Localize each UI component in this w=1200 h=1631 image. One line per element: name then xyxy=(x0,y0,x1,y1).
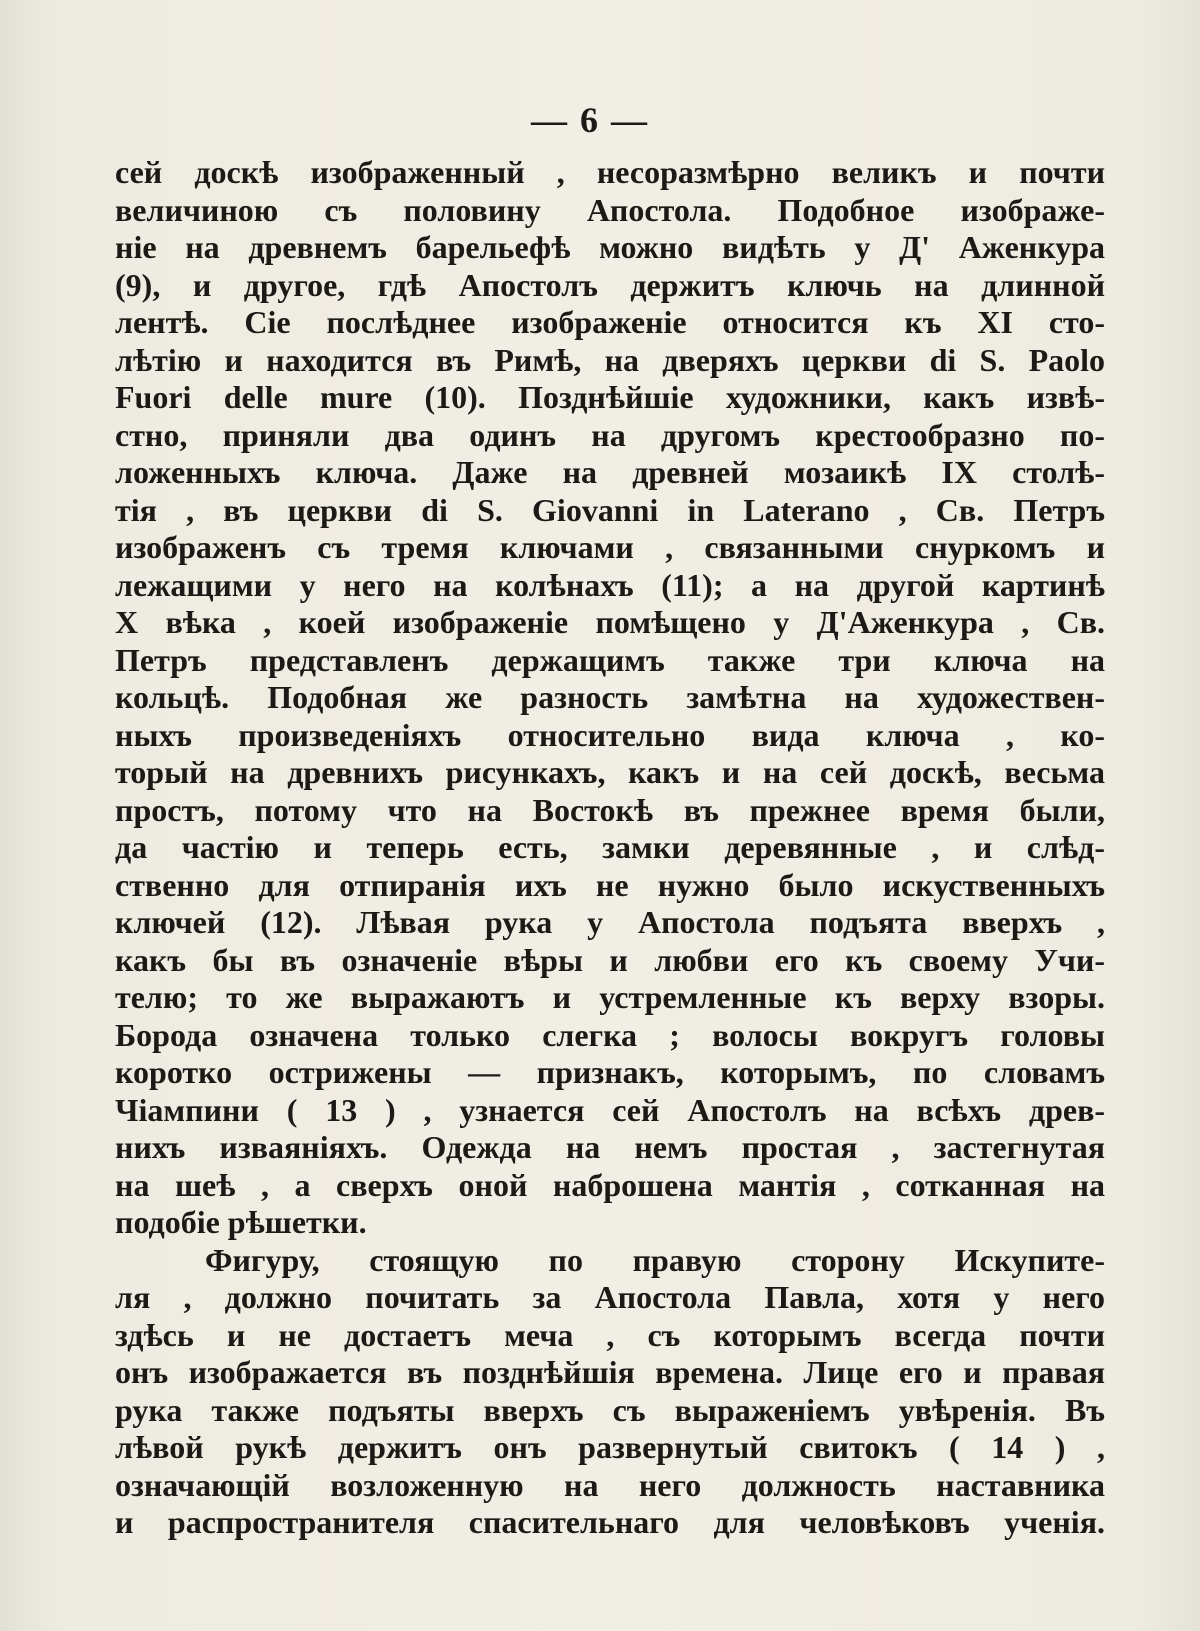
text-line: кольцѣ. Подобная же разность замѣтна на художествен- xyxy=(115,679,1105,715)
text-line: ля , должно почитать за Апостола Павла, хотя у него xyxy=(115,1279,1105,1315)
text-line: ственно для отпиранія ихъ не нужно было искуственныхъ xyxy=(115,866,1105,903)
text-line: телю; то же выражаютъ и устремленные къ верху взоры. xyxy=(115,979,1105,1015)
text-line: онъ изображается въ позднѣйшія времена. Лице его и правая xyxy=(115,1354,1105,1390)
text-line: (9), и другое, гдѣ Апостолъ держитъ ключь на длинной xyxy=(115,266,1105,303)
text-line: Фигуру, стоящую по правую сторону Искупите- xyxy=(205,1241,1105,1278)
text-line: на шеѣ , а сверхъ оной наброшена мантія , сотканная на xyxy=(115,1166,1105,1203)
text-line: стно, приняли два одинъ на другомъ крестообразно по- xyxy=(115,416,1105,453)
text-line: подобіе рѣшетки. xyxy=(115,1204,367,1240)
text-line: X вѣка , коей изображеніе помѣщено у Д'Аженкура , Св. xyxy=(115,604,1105,640)
paragraph-2 xyxy=(115,1242,1105,1542)
text-line: и распространителя спасительнаго для человѣковъ ученія. xyxy=(115,1504,1105,1540)
text-line: означающій возложенную на него должность наставника xyxy=(115,1466,1105,1503)
text-line: лентѣ. Сіе послѣднее изображеніе относится къ XI сто- xyxy=(115,304,1105,340)
text-line: ныхъ произведеніяхъ относительно вида ключа , ко- xyxy=(115,716,1105,753)
text-line: да частію и теперь есть, замки деревянные , и слѣд- xyxy=(115,829,1105,865)
text-line: какъ бы въ означеніе вѣры и любви его къ своему Учи- xyxy=(115,941,1105,978)
text-line: нихъ изваяніяхъ. Одежда на немъ простая , застегнутая xyxy=(115,1129,1105,1165)
paragraph-1 xyxy=(115,154,1105,1242)
text-line: ніе на древнемъ барельефѣ можно видѣть у Д' Аженкура xyxy=(115,229,1105,265)
text-line: ключей (12). Лѣвая рука у Апостола подъята вверхъ , xyxy=(115,904,1105,940)
text-line: Чіампини ( 13 ) , узнается сей Апостолъ на всѣхъ древ- xyxy=(115,1091,1105,1128)
text-line: изображенъ съ тремя ключами , связанными снуркомъ и xyxy=(115,529,1105,565)
text-line: здѣсь и не достаетъ меча , съ которымъ всегда почти xyxy=(115,1316,1105,1353)
text-line: лѣтію и находится въ Римѣ, на дверяхъ церкви di S. Paolo xyxy=(115,341,1105,378)
text-line: простъ, потому что на Востокѣ въ прежнее время были, xyxy=(115,791,1105,828)
text-line: величиною съ половину Апостола. Подобное изображе- xyxy=(115,191,1105,228)
text-line: коротко острижены — признакъ, которымъ, по словамъ xyxy=(115,1054,1105,1090)
text-block xyxy=(115,154,1105,1542)
text-line: рука также подъяты вверхъ съ выраженіемъ увѣренія. Въ xyxy=(115,1391,1105,1428)
text-line: Fuori delle mure (10). Позднѣйшіе художники, какъ извѣ- xyxy=(115,379,1105,415)
text-line: торый на древнихъ рисункахъ, какъ и на сей доскѣ, весьма xyxy=(115,754,1105,790)
text-line: тія , въ церкви di S. Giovanni in Laterano , Св. Петръ xyxy=(115,491,1105,528)
text-line: Борода означена только слегка ; волосы вокругъ головы xyxy=(115,1016,1105,1053)
text-line: Петръ представленъ держащимъ также три ключа на xyxy=(115,641,1105,678)
text-line: лѣвой рукѣ держитъ онъ развернутый свитокъ ( 14 ) , xyxy=(115,1429,1105,1465)
text-line: лежащими у него на колѣнахъ (11); а на другой картинѣ xyxy=(115,566,1105,603)
text-line: ложенныхъ ключа. Даже на древней мозаикѣ IX столѣ- xyxy=(115,454,1105,490)
page-number: — 6 — xyxy=(531,100,649,140)
text-line: сей доскѣ изображенный , несоразмѣрно великъ и почти xyxy=(115,154,1105,190)
